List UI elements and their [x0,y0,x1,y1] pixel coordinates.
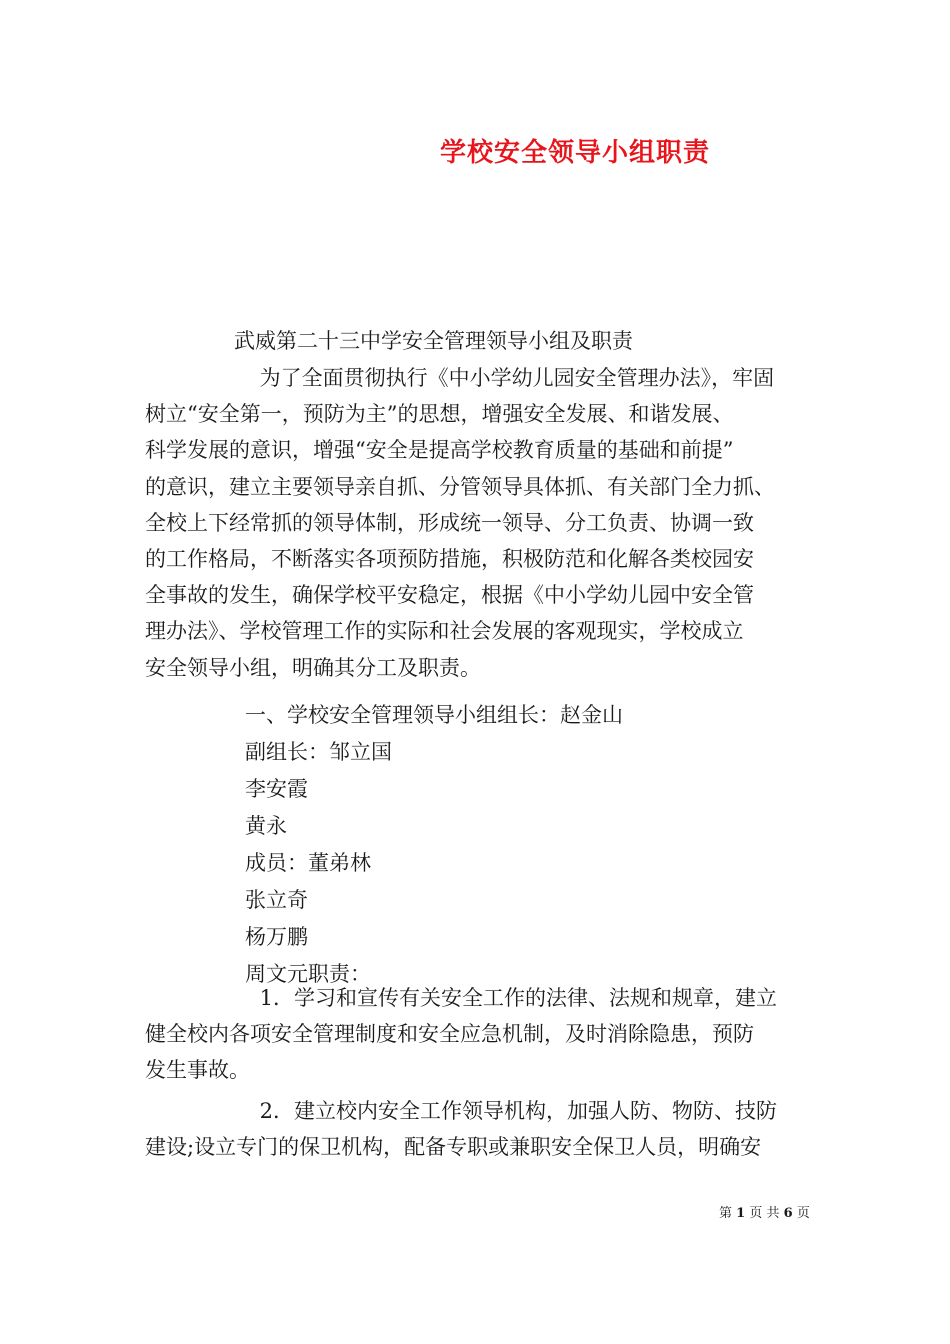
footer-page-total: 6 [783,1206,793,1221]
page-footer [719,1206,810,1222]
intro-line: 科学发展的意识，增强“安全是提高学校教育质量的基础和前提” [145,438,734,463]
intro-line: 全事故的发生，确保学校平安稳定，根据《中小学幼儿园中安全管 [145,583,754,608]
intro-line: 安全领导小组，明确其分工及职责。 [145,655,481,680]
document-title: 学校安全领导小组职责 [439,138,710,168]
member-line: 张立奇 [245,888,308,912]
intro-line: 理办法》、学校管理工作的实际和社会发展的客观现实，学校成立 [145,619,744,644]
member-line: 成员：董弟林 [245,851,371,875]
member-line: 黄永 [245,814,287,838]
duty-2-line: 2．建立校内安全工作领导机构，加强人防、物防、技防 [232,1099,778,1123]
duty-2-line: 建设;设立专门的保卫机构，配备专职或兼职安全保卫人员，明确安 [145,1135,762,1160]
member-line: 一、学校安全管理领导小组组长：赵金山 [245,703,623,727]
member-line: 李安霞 [245,777,308,801]
member-list [245,697,623,993]
footer-prefix: 第 [719,1206,733,1221]
member-line: 副组长：邹立国 [245,740,392,764]
footer-middle: 页 共 [749,1206,780,1221]
duty-1-line: 1．学习和宣传有关安全工作的法律、法规和规章，建立 [232,986,778,1010]
duty-1-line: 健全校内各项安全管理制度和安全应急机制，及时消除隐患，预防 [145,1022,754,1047]
duty-1-line: 发生事故。 [145,1058,250,1083]
intro-line: 树立“安全第一，预防为主”的思想，增强安全发展、和谐发展、 [145,402,734,427]
intro-line: 全校上下经常抓的领导体制，形成统一领导、分工负责、协调一致 [145,510,754,535]
intro-line: 的意识，建立主要领导亲自抓、分管领导具体抓、有关部门全力抓、 [145,474,775,499]
footer-suffix: 页 [796,1206,810,1221]
intro-line: 为了全面贯彻执行《中小学幼儿园安全管理办法》，牢固 [232,366,775,390]
member-line: 周文元职责： [245,962,371,986]
duty-2-paragraph [145,1093,815,1165]
duty-1-paragraph [145,980,815,1089]
document-subtitle: 武威第二十三中学安全管理领导小组及职责 [234,329,633,353]
intro-line: 的工作格局，不断落实各项预防措施，积极防范和化解各类校园安 [145,547,754,572]
intro-paragraph [145,360,815,686]
footer-page-number: 1 [736,1206,746,1221]
member-line: 杨万鹏 [245,925,308,949]
